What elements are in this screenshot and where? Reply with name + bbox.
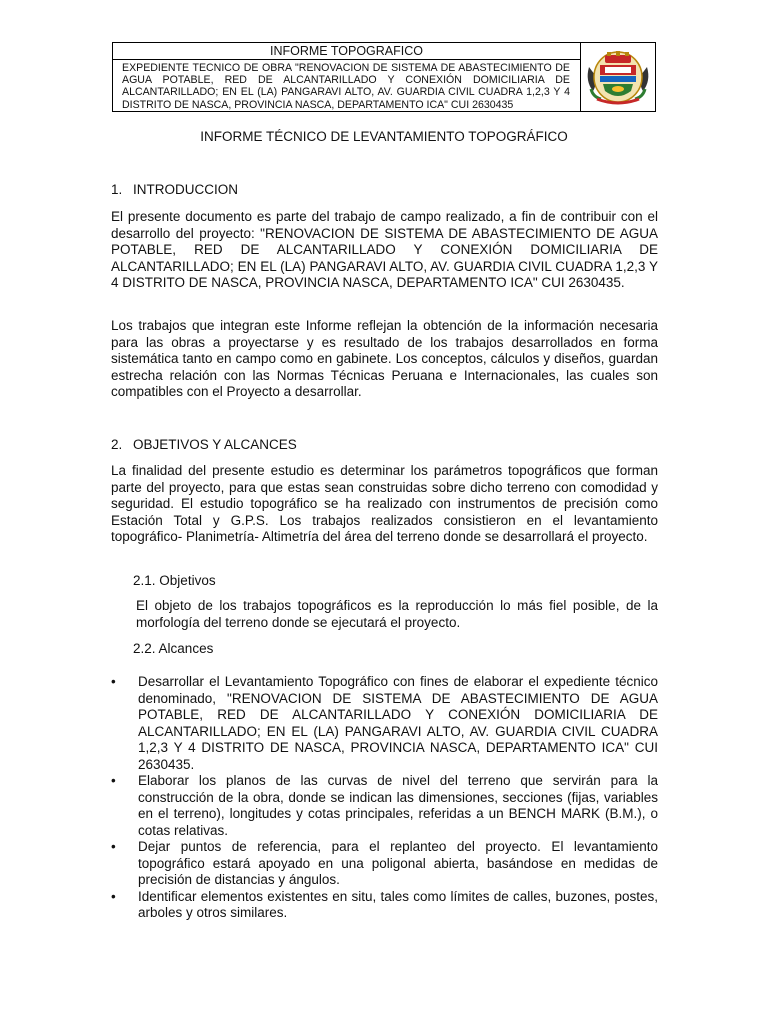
intro-paragraph-1: El presente documento es parte del trabajo de campo realizado, a fin de contribuir con el desarrollo del proyecto: "RENOVACION DE SISTEMA DE ABASTECIMIENTO DE AGUA POTABLE, RED DE ALCANTARILLADO Y CONEXIÓN DOMICILIARIA DE ALCANTARILLADO; EN EL (LA) PANGARAVI ALTO, AV. GUARDIA CIVIL CUADRA 1,2,3 Y 4 DISTRITO DE NASCA, PROVINCIA NASCA, DEPARTAMENTO ICA" CUI 2630435. — [111, 209, 658, 290]
subsection-2-2-heading — [133, 640, 213, 657]
municipal-coat-of-arms-icon — [583, 47, 653, 107]
list-item-text: Dejar puntos de referencia, para el replanteo del proyecto. El levantamiento topográfico estará apoyado en una poligonal abierta, basándose en medidas de precisión de distancias y ángulos. — [138, 839, 658, 887]
list-item — [111, 839, 658, 889]
intro-paragraph-2: Los trabajos que integran este Informe reflejan la obtención de la información necesaria para las obras a proyectarse y es resultado de los trabajos desarrollados en forma sistemática tanto en campo como en gabinete. Los conceptos, cálculos y diseños, guardan estrecha relación con las Normas Técnicas Peruana e Internacionales, las cuales son compatibles con el Proyecto a desarrollar. — [111, 318, 658, 399]
subsection-2-1-title: Objetivos — [159, 573, 216, 588]
list-item-text: Identificar elementos existentes en situ, tales como límites de calles, buzones, postes, arboles y otros similares. — [138, 888, 658, 920]
list-item — [111, 889, 658, 922]
bullet-icon: • — [111, 839, 116, 854]
section-1-title: INTRODUCCION — [133, 182, 238, 197]
header-title: INFORME TOPOGRAFICO — [113, 43, 581, 60]
header-description: EXPEDIENTE TECNICO DE OBRA "RENOVACION DE SISTEMA DE ABASTECIMIENTO DE AGUA POTABLE, RED DE ALCANTARILLADO Y CONEXIÓN DOMICILIARIA DE ALCANTARILLADO; EN EL (LA) PANGARAVI ALTO, AV. GUARDIA CIVIL CUADRA 1,2,3 Y 4 DISTRITO DE NASCA, PROVINCIA NASCA, DEPARTAMENTO ICA" CUI 2630435 — [113, 60, 581, 111]
section-2-heading — [111, 436, 297, 453]
subsection-2-1-heading — [133, 572, 216, 589]
document-title: INFORME TÉCNICO DE LEVANTAMIENTO TOPOGRÁFICO — [200, 129, 568, 144]
subsection-2-1-number: 2.1. — [133, 573, 156, 588]
scope-bullet-list — [111, 674, 658, 922]
list-item-text: Elaborar los planos de las curvas de nivel del terreno que servirán para la construcción de la obra, donde se indican las dimensiones, secciones (fijas, variables en el terreno), longitudes y cotas principales, referidas a un BENCH MARK (B.M.), o cotas relativas. — [138, 773, 658, 838]
subsection-2-2-number: 2.2. — [133, 641, 156, 656]
objectives-paragraph: La finalidad del presente estudio es determinar los parámetros topográficos que forman parte del proyecto, para que estas sean construidas sobre dicho terreno con comodidad y seguridad. El estudio topográfico se ha realizado con instrumentos de precisión como Estación Total y G.P.S. Los trabajos realizados consistieron en el levantamiento topográfico- Planimetría- Altimetría del área del terreno donde se desarrollará el proyecto. — [111, 463, 658, 544]
header-table — [112, 42, 656, 112]
section-1-heading — [111, 181, 238, 198]
subsection-2-1-text: El objeto de los trabajos topográficos es la reproducción lo más fiel posible, de la morfología del terreno donde se ejecutará el proyecto. — [136, 598, 658, 630]
list-item — [111, 773, 658, 839]
bullet-icon: • — [111, 674, 116, 689]
bullet-icon: • — [111, 773, 116, 788]
section-2-number: 2. — [111, 437, 123, 452]
section-1-number: 1. — [111, 182, 123, 197]
subsection-2-2-title: Alcances — [158, 641, 214, 656]
list-item — [111, 674, 658, 773]
bullet-icon: • — [111, 888, 116, 904]
section-2-title: OBJETIVOS Y ALCANCES — [133, 437, 297, 452]
list-item-text: Desarrollar el Levantamiento Topográfico con fines de elaborar el expediente técnico denominado, "RENOVACION DE SISTEMA DE ABASTECIMIENTO DE AGUA POTABLE, RED DE ALCANTARILLADO Y CONEXIÓN DOMICILIARIA DE ALCANTARILLADO; EN EL (LA) PANGARAVI ALTO, AV. GUARDIA CIVIL CUADRA 1,2,3 Y 4 DISTRITO DE NASCA, PROVINCIA NASCA, DEPARTAMENTO ICA" CUI 2630435. — [138, 674, 658, 772]
